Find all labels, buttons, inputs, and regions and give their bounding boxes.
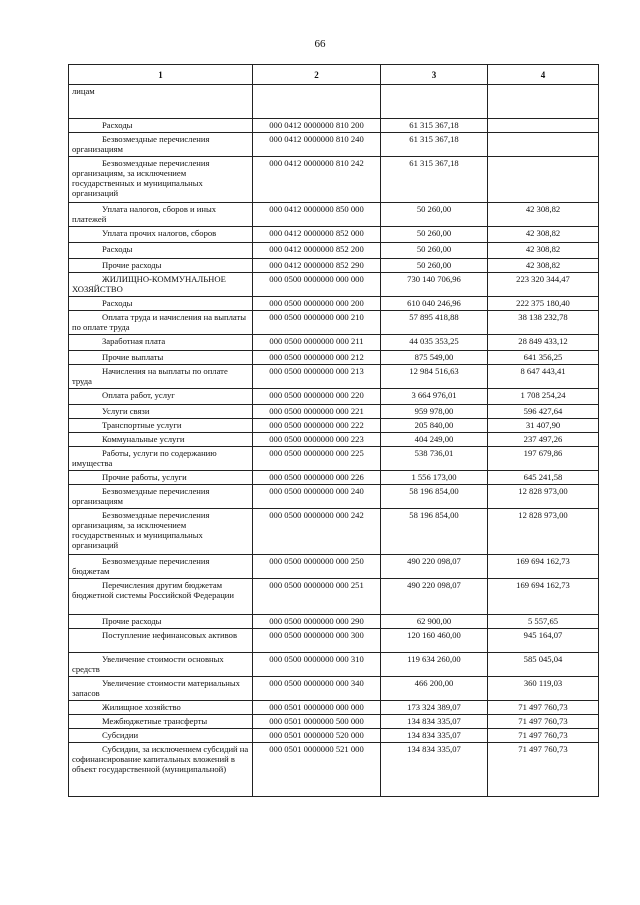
row-plan-value-cell: 610 040 246,96 — [381, 297, 488, 311]
row-actual-value-cell — [488, 157, 599, 203]
row-name-cell: Увеличение стоимости материальных запасов — [69, 677, 253, 701]
table-row — [69, 447, 599, 471]
row-name-cell: Перечисления другим бюджетам бюджетной системы Российской Федерации — [69, 579, 253, 615]
row-code-cell: 000 0500 0000000 000 221 — [253, 405, 381, 419]
row-code-cell: 000 0500 0000000 000 340 — [253, 677, 381, 701]
row-plan-value-cell: 50 260,00 — [381, 259, 488, 273]
row-plan-value-cell: 466 200,00 — [381, 677, 488, 701]
table-row — [69, 615, 599, 629]
row-code-cell: 000 0500 0000000 000 213 — [253, 365, 381, 389]
table-row — [69, 335, 599, 351]
row-plan-value-cell: 50 260,00 — [381, 203, 488, 227]
table-row — [69, 405, 599, 419]
table-row — [69, 701, 599, 715]
row-plan-value-cell: 730 140 706,96 — [381, 273, 488, 297]
row-plan-value-cell: 538 736,01 — [381, 447, 488, 471]
row-actual-value-cell: 197 679,86 — [488, 447, 599, 471]
row-name-cell: Безвозмездные перечисления организациям — [69, 133, 253, 157]
row-plan-value-cell: 134 834 335,07 — [381, 729, 488, 743]
row-plan-value-cell: 134 834 335,07 — [381, 743, 488, 797]
row-actual-value-cell — [488, 85, 599, 119]
row-name-cell: Безвозмездные перечисления организациям, за исключением государственных и муниципальных организаций — [69, 509, 253, 555]
row-name-cell: Субсидии — [69, 729, 253, 743]
row-actual-value-cell: 645 241,58 — [488, 471, 599, 485]
row-code-cell: 000 0500 0000000 000 210 — [253, 311, 381, 335]
row-plan-value-cell: 173 324 389,07 — [381, 701, 488, 715]
row-code-cell: 000 0412 0000000 810 200 — [253, 119, 381, 133]
row-code-cell: 000 0500 0000000 000 200 — [253, 297, 381, 311]
row-plan-value-cell: 12 984 516,63 — [381, 365, 488, 389]
row-actual-value-cell: 71 497 760,73 — [488, 701, 599, 715]
row-name-cell: Расходы — [69, 243, 253, 259]
row-actual-value-cell: 641 356,25 — [488, 351, 599, 365]
row-plan-value-cell: 61 315 367,18 — [381, 133, 488, 157]
row-name-cell: Услуги связи — [69, 405, 253, 419]
row-plan-value-cell: 875 549,00 — [381, 351, 488, 365]
row-plan-value-cell: 205 840,00 — [381, 419, 488, 433]
table-row — [69, 579, 599, 615]
row-name-cell: Оплата работ, услуг — [69, 389, 253, 405]
table-row — [69, 85, 599, 119]
row-plan-value-cell: 58 196 854,00 — [381, 509, 488, 555]
table-row — [69, 203, 599, 227]
row-plan-value-cell: 61 315 367,18 — [381, 157, 488, 203]
row-name-cell: Межбюджетные трансферты — [69, 715, 253, 729]
row-name-cell: Оплата труда и начисления на выплаты по оплате труда — [69, 311, 253, 335]
row-plan-value-cell: 490 220 098,07 — [381, 579, 488, 615]
row-actual-value-cell: 223 320 344,47 — [488, 273, 599, 297]
row-plan-value-cell: 62 900,00 — [381, 615, 488, 629]
row-actual-value-cell — [488, 133, 599, 157]
row-plan-value-cell: 57 895 418,88 — [381, 311, 488, 335]
row-code-cell: 000 0501 0000000 000 000 — [253, 701, 381, 715]
table-row — [69, 119, 599, 133]
row-plan-value-cell: 58 196 854,00 — [381, 485, 488, 509]
row-name-cell: Заработная плата — [69, 335, 253, 351]
row-name-cell: Расходы — [69, 119, 253, 133]
table-row — [69, 715, 599, 729]
row-code-cell: 000 0500 0000000 000 300 — [253, 629, 381, 653]
row-actual-value-cell: 12 828 973,00 — [488, 509, 599, 555]
table-row — [69, 419, 599, 433]
row-name-cell: Прочие расходы — [69, 259, 253, 273]
table-row — [69, 629, 599, 653]
row-code-cell: 000 0500 0000000 000 220 — [253, 389, 381, 405]
row-actual-value-cell: 42 308,82 — [488, 243, 599, 259]
row-actual-value-cell: 8 647 443,41 — [488, 365, 599, 389]
row-code-cell: 000 0412 0000000 810 240 — [253, 133, 381, 157]
table-row — [69, 243, 599, 259]
row-actual-value-cell: 38 138 232,78 — [488, 311, 599, 335]
page-number: 66 — [314, 38, 326, 50]
row-plan-value-cell: 120 160 460,00 — [381, 629, 488, 653]
column-header-2: 2 — [253, 65, 381, 85]
row-plan-value-cell: 119 634 260,00 — [381, 653, 488, 677]
table-row — [69, 351, 599, 365]
row-actual-value-cell: 28 849 433,12 — [488, 335, 599, 351]
row-actual-value-cell: 5 557,65 — [488, 615, 599, 629]
table-row — [69, 133, 599, 157]
row-name-cell: Безвозмездные перечисления бюджетам — [69, 555, 253, 579]
row-actual-value-cell: 169 694 162,73 — [488, 579, 599, 615]
row-plan-value-cell: 490 220 098,07 — [381, 555, 488, 579]
column-header-3: 3 — [381, 65, 488, 85]
row-name-cell: Прочие расходы — [69, 615, 253, 629]
row-plan-value-cell: 134 834 335,07 — [381, 715, 488, 729]
row-code-cell: 000 0500 0000000 000 000 — [253, 273, 381, 297]
row-name-cell: Уплата прочих налогов, сборов — [69, 227, 253, 243]
row-name-cell: Расходы — [69, 297, 253, 311]
row-name-cell: Уплата налогов, сборов и иных платежей — [69, 203, 253, 227]
table-row — [69, 157, 599, 203]
row-actual-value-cell: 585 045,04 — [488, 653, 599, 677]
row-actual-value-cell: 31 407,90 — [488, 419, 599, 433]
row-code-cell: 000 0500 0000000 000 225 — [253, 447, 381, 471]
row-code-cell: 000 0500 0000000 000 251 — [253, 579, 381, 615]
row-code-cell: 000 0500 0000000 000 290 — [253, 615, 381, 629]
row-actual-value-cell: 169 694 162,73 — [488, 555, 599, 579]
table-row — [69, 485, 599, 509]
row-name-cell: Безвозмездные перечисления организациям, за исключением государственных и муниципальных организаций — [69, 157, 253, 203]
row-actual-value-cell: 360 119,03 — [488, 677, 599, 701]
row-code-cell: 000 0500 0000000 000 223 — [253, 433, 381, 447]
row-name-cell: Безвозмездные перечисления организациям — [69, 485, 253, 509]
table-row — [69, 311, 599, 335]
row-name-cell: Увеличение стоимости основных средств — [69, 653, 253, 677]
table-row — [69, 509, 599, 555]
table-row — [69, 743, 599, 797]
row-actual-value-cell: 71 497 760,73 — [488, 743, 599, 797]
row-actual-value-cell — [488, 119, 599, 133]
row-name-cell: ЖИЛИЩНО-КОММУНАЛЬНОЕ ХОЗЯЙСТВО — [69, 273, 253, 297]
row-code-cell: 000 0501 0000000 520 000 — [253, 729, 381, 743]
row-plan-value-cell: 50 260,00 — [381, 243, 488, 259]
table-row — [69, 729, 599, 743]
row-actual-value-cell: 237 497,26 — [488, 433, 599, 447]
row-code-cell — [253, 85, 381, 119]
row-actual-value-cell: 1 708 254,24 — [488, 389, 599, 405]
column-header-1: 1 — [69, 65, 253, 85]
row-code-cell: 000 0500 0000000 000 212 — [253, 351, 381, 365]
row-actual-value-cell: 71 497 760,73 — [488, 715, 599, 729]
row-code-cell: 000 0500 0000000 000 222 — [253, 419, 381, 433]
row-plan-value-cell: 404 249,00 — [381, 433, 488, 447]
row-name-cell: Коммунальные услуги — [69, 433, 253, 447]
row-plan-value-cell: 959 978,00 — [381, 405, 488, 419]
row-name-cell: лицам — [69, 85, 253, 119]
row-name-cell: Жилищное хозяйство — [69, 701, 253, 715]
table-row — [69, 259, 599, 273]
row-actual-value-cell: 596 427,64 — [488, 405, 599, 419]
table-row — [69, 555, 599, 579]
row-actual-value-cell: 71 497 760,73 — [488, 729, 599, 743]
row-code-cell: 000 0412 0000000 810 242 — [253, 157, 381, 203]
row-code-cell: 000 0412 0000000 850 000 — [253, 203, 381, 227]
row-plan-value-cell: 50 260,00 — [381, 227, 488, 243]
table-row — [69, 297, 599, 311]
row-code-cell: 000 0500 0000000 000 226 — [253, 471, 381, 485]
row-plan-value-cell: 44 035 353,25 — [381, 335, 488, 351]
column-header-4: 4 — [488, 65, 599, 85]
row-name-cell: Субсидии, за исключением субсидий на софинансирование капитальных вложений в объект государственной (муниципальной) — [69, 743, 253, 797]
table-row — [69, 365, 599, 389]
row-code-cell: 000 0412 0000000 852 000 — [253, 227, 381, 243]
table-row — [69, 653, 599, 677]
row-code-cell: 000 0500 0000000 000 211 — [253, 335, 381, 351]
row-code-cell: 000 0501 0000000 521 000 — [253, 743, 381, 797]
row-actual-value-cell: 222 375 180,40 — [488, 297, 599, 311]
row-name-cell: Начисления на выплаты по оплате труда — [69, 365, 253, 389]
row-actual-value-cell: 42 308,82 — [488, 227, 599, 243]
row-code-cell: 000 0500 0000000 000 242 — [253, 509, 381, 555]
table-body — [69, 85, 599, 797]
row-plan-value-cell — [381, 85, 488, 119]
table-row — [69, 273, 599, 297]
row-code-cell: 000 0500 0000000 000 250 — [253, 555, 381, 579]
row-code-cell: 000 0412 0000000 852 290 — [253, 259, 381, 273]
table-row — [69, 471, 599, 485]
budget-table — [68, 64, 599, 797]
table-row — [69, 227, 599, 243]
row-code-cell: 000 0501 0000000 500 000 — [253, 715, 381, 729]
row-code-cell: 000 0412 0000000 852 200 — [253, 243, 381, 259]
row-name-cell: Работы, услуги по содержанию имущества — [69, 447, 253, 471]
row-name-cell: Прочие работы, услуги — [69, 471, 253, 485]
row-code-cell: 000 0500 0000000 000 240 — [253, 485, 381, 509]
row-name-cell: Поступление нефинансовых активов — [69, 629, 253, 653]
row-code-cell: 000 0500 0000000 000 310 — [253, 653, 381, 677]
table-row — [69, 389, 599, 405]
table-row — [69, 433, 599, 447]
row-plan-value-cell: 1 556 173,00 — [381, 471, 488, 485]
row-plan-value-cell: 3 664 976,01 — [381, 389, 488, 405]
row-actual-value-cell: 12 828 973,00 — [488, 485, 599, 509]
row-name-cell: Транспортные услуги — [69, 419, 253, 433]
row-actual-value-cell: 42 308,82 — [488, 259, 599, 273]
row-plan-value-cell: 61 315 367,18 — [381, 119, 488, 133]
row-name-cell: Прочие выплаты — [69, 351, 253, 365]
row-actual-value-cell: 945 164,07 — [488, 629, 599, 653]
row-actual-value-cell: 42 308,82 — [488, 203, 599, 227]
table-row — [69, 677, 599, 701]
table-header-row — [69, 65, 599, 85]
